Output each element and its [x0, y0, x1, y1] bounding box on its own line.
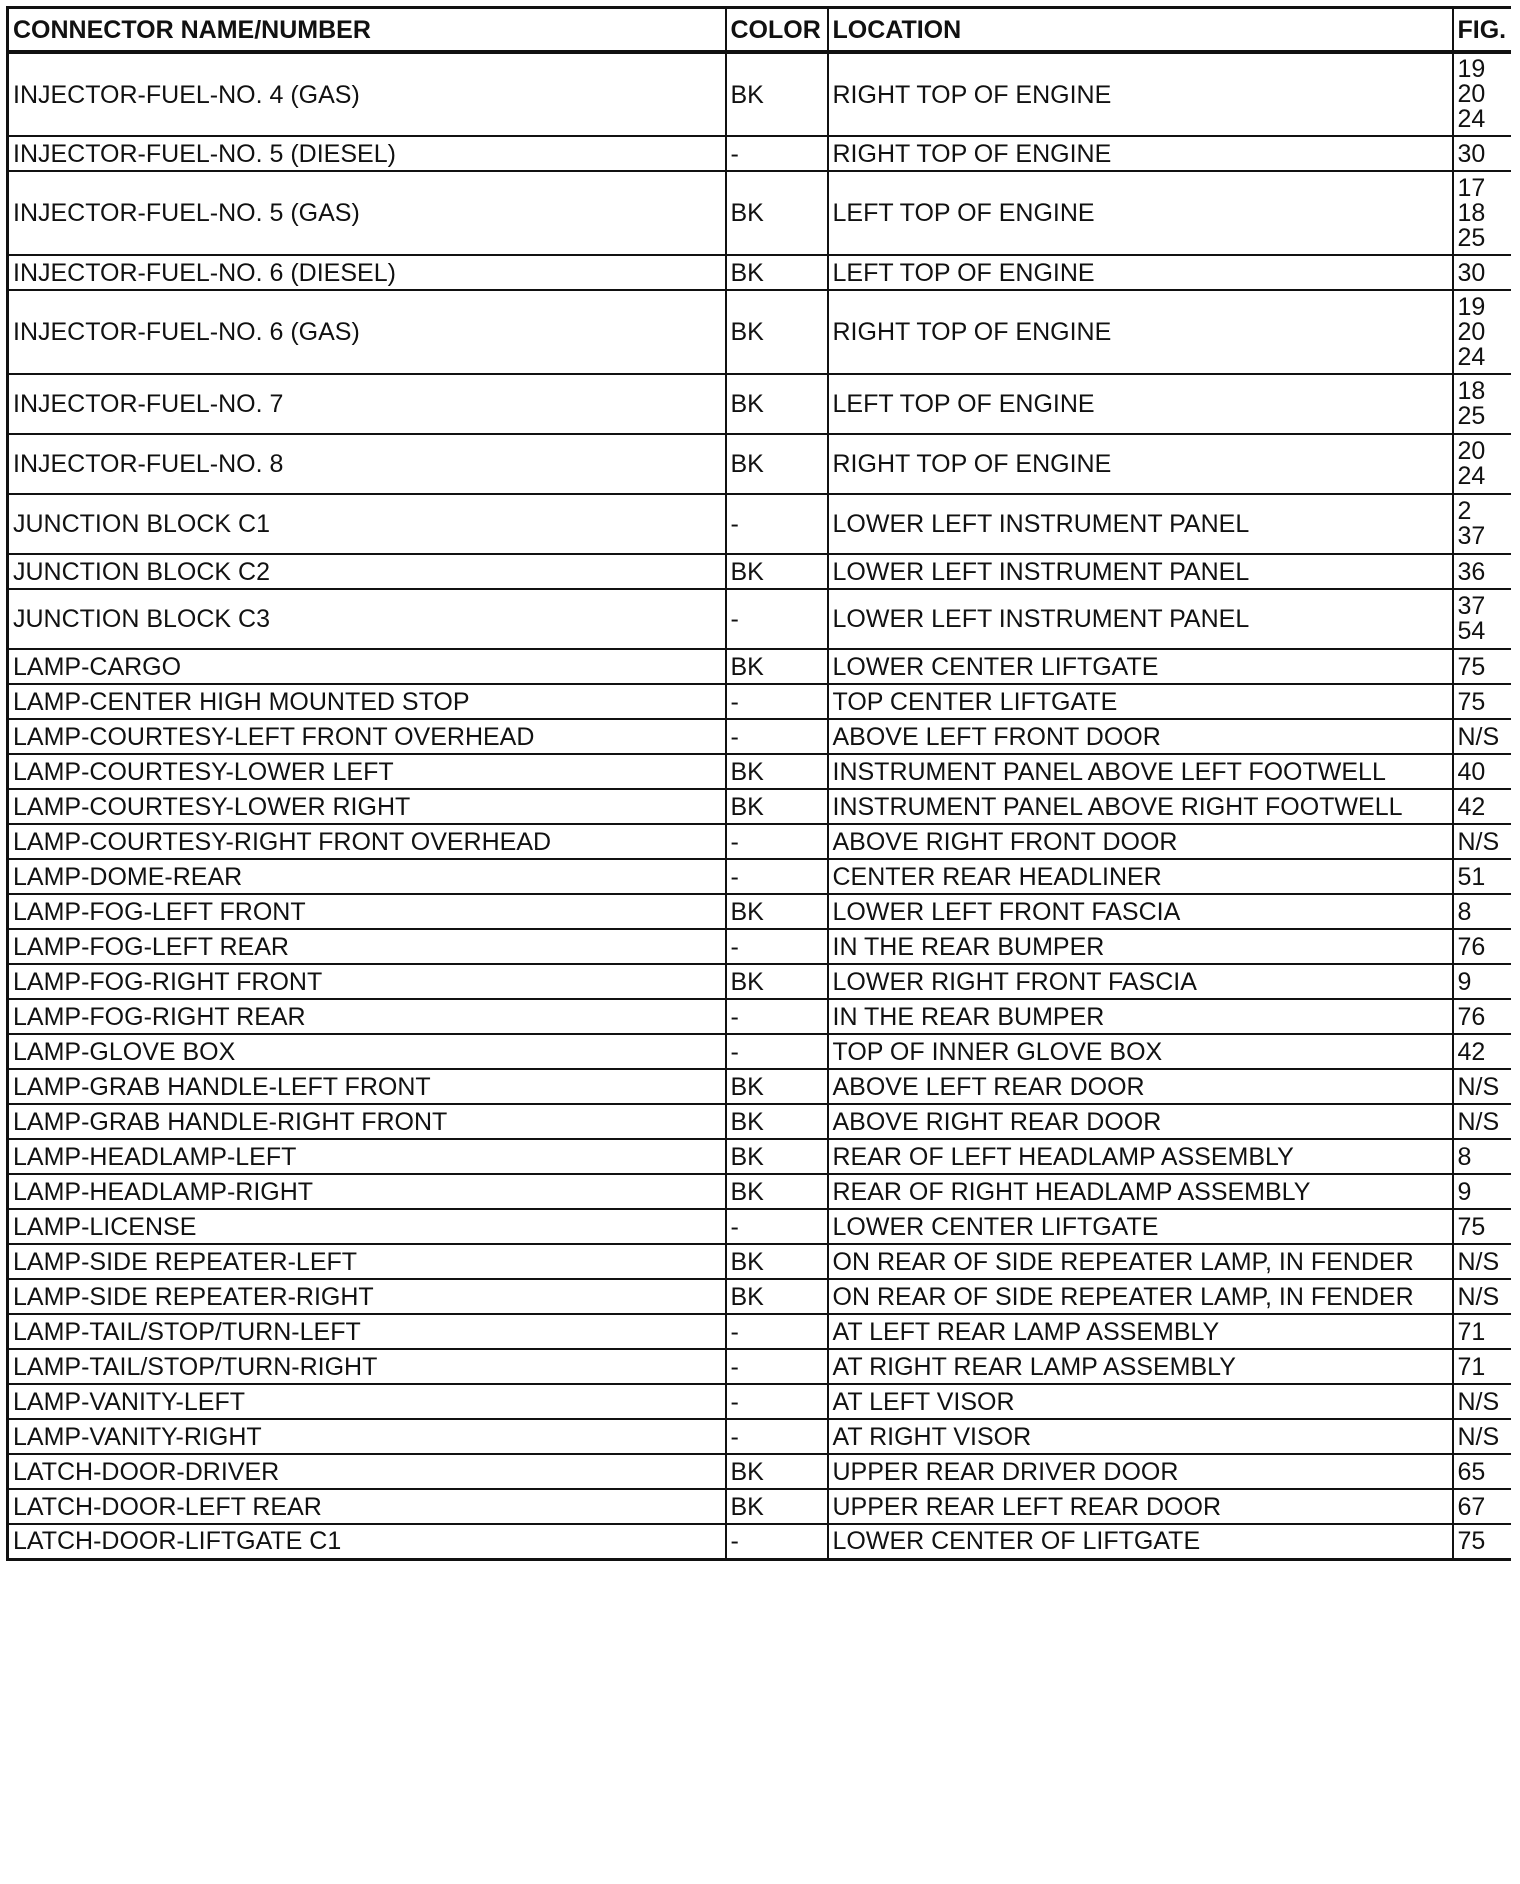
table-row	[8, 434, 1512, 494]
connector-name-cell: INJECTOR-FUEL-NO. 7	[8, 374, 726, 434]
table-row	[8, 1349, 1512, 1384]
fig-number: 20	[1457, 80, 1486, 108]
table-row	[8, 374, 1512, 434]
location-cell: CENTER REAR HEADLINER	[828, 859, 1453, 894]
color-cell: -	[726, 1349, 828, 1384]
table-header-row	[8, 8, 1512, 53]
table-row	[8, 1034, 1512, 1069]
color-cell: BK	[726, 1174, 828, 1209]
fig-number: 37	[1457, 592, 1486, 620]
location-cell: ON REAR OF SIDE REPEATER LAMP, IN FENDER	[828, 1244, 1453, 1279]
color-cell: -	[726, 929, 828, 964]
connector-name-cell: JUNCTION BLOCK C1	[8, 494, 726, 554]
location-cell: REAR OF RIGHT HEADLAMP ASSEMBLY	[828, 1174, 1453, 1209]
connector-name-cell: LAMP-TAIL/STOP/TURN-RIGHT	[8, 1349, 726, 1384]
location-cell: RIGHT TOP OF ENGINE	[828, 52, 1453, 136]
location-cell: RIGHT TOP OF ENGINE	[828, 434, 1453, 494]
color-cell: -	[726, 1524, 828, 1559]
connector-name-cell: LAMP-SIDE REPEATER-RIGHT	[8, 1279, 726, 1314]
fig-number: N/S	[1457, 1282, 1500, 1311]
color-cell: -	[726, 1034, 828, 1069]
fig-cell	[1453, 754, 1512, 789]
header-location: LOCATION	[828, 8, 1453, 53]
color-cell: BK	[726, 434, 828, 494]
fig-number: 24	[1457, 342, 1486, 371]
table-row	[8, 554, 1512, 589]
table-row	[8, 1279, 1512, 1314]
connector-name-cell: LAMP-FOG-LEFT FRONT	[8, 894, 726, 929]
fig-cell	[1453, 1314, 1512, 1349]
table-row	[8, 1419, 1512, 1454]
location-cell: ON REAR OF SIDE REPEATER LAMP, IN FENDER	[828, 1279, 1453, 1314]
table-row	[8, 1209, 1512, 1244]
connector-name-cell: LAMP-COURTESY-LOWER RIGHT	[8, 789, 726, 824]
fig-number: 18	[1457, 377, 1486, 405]
location-cell: RIGHT TOP OF ENGINE	[828, 136, 1453, 171]
color-cell: -	[726, 719, 828, 754]
color-cell: BK	[726, 1069, 828, 1104]
fig-number: 24	[1457, 105, 1486, 133]
table-row	[8, 589, 1512, 649]
fig-cell	[1453, 1419, 1512, 1454]
connector-name-cell: LAMP-COURTESY-LEFT FRONT OVERHEAD	[8, 719, 726, 754]
location-cell: LOWER LEFT FRONT FASCIA	[828, 894, 1453, 929]
connector-name-cell: LAMP-VANITY-LEFT	[8, 1384, 726, 1419]
fig-number: N/S	[1457, 1247, 1500, 1276]
fig-cell	[1453, 1034, 1512, 1069]
fig-number: 65	[1457, 1457, 1486, 1486]
fig-number: 9	[1457, 967, 1472, 996]
fig-number: N/S	[1457, 722, 1500, 751]
table-row	[8, 1384, 1512, 1419]
color-cell: BK	[726, 1139, 828, 1174]
location-cell: ABOVE LEFT REAR DOOR	[828, 1069, 1453, 1104]
fig-number: 40	[1457, 757, 1486, 786]
connector-name-cell: LAMP-DOME-REAR	[8, 859, 726, 894]
location-cell: REAR OF LEFT HEADLAMP ASSEMBLY	[828, 1139, 1453, 1174]
fig-cell	[1453, 1279, 1512, 1314]
location-cell: LOWER CENTER OF LIFTGATE	[828, 1524, 1453, 1559]
fig-cell	[1453, 1349, 1512, 1384]
connector-name-cell: INJECTOR-FUEL-NO. 4 (GAS)	[8, 52, 726, 136]
connector-name-cell: LAMP-FOG-RIGHT FRONT	[8, 964, 726, 999]
table-row	[8, 1454, 1512, 1489]
fig-number: 30	[1457, 258, 1486, 287]
fig-cell	[1453, 589, 1512, 649]
connector-name-cell: LAMP-FOG-LEFT REAR	[8, 929, 726, 964]
location-cell: IN THE REAR BUMPER	[828, 999, 1453, 1034]
connector-name-cell: INJECTOR-FUEL-NO. 8	[8, 434, 726, 494]
color-cell: BK	[726, 1489, 828, 1524]
location-cell: ABOVE RIGHT FRONT DOOR	[828, 824, 1453, 859]
location-cell: LOWER RIGHT FRONT FASCIA	[828, 964, 1453, 999]
location-cell: LOWER CENTER LIFTGATE	[828, 649, 1453, 684]
location-cell: AT RIGHT VISOR	[828, 1419, 1453, 1454]
table-row	[8, 964, 1512, 999]
location-cell: LEFT TOP OF ENGINE	[828, 171, 1453, 255]
fig-number: 25	[1457, 402, 1486, 430]
connector-name-cell: LAMP-CARGO	[8, 649, 726, 684]
fig-cell	[1453, 1384, 1512, 1419]
location-cell: INSTRUMENT PANEL ABOVE LEFT FOOTWELL	[828, 754, 1453, 789]
color-cell: BK	[726, 1244, 828, 1279]
color-cell: BK	[726, 789, 828, 824]
location-cell: TOP CENTER LIFTGATE	[828, 684, 1453, 719]
location-cell: LOWER CENTER LIFTGATE	[828, 1209, 1453, 1244]
header-fig: FIG.	[1453, 8, 1512, 53]
fig-number: 54	[1457, 617, 1486, 645]
fig-cell	[1453, 1139, 1512, 1174]
color-cell: -	[726, 824, 828, 859]
fig-cell	[1453, 290, 1512, 374]
fig-number: 20	[1457, 437, 1486, 465]
table-row	[8, 1314, 1512, 1349]
fig-number: 2	[1457, 497, 1472, 525]
fig-cell	[1453, 1489, 1512, 1524]
connector-name-cell: LAMP-LICENSE	[8, 1209, 726, 1244]
table-row	[8, 929, 1512, 964]
connector-name-cell: LAMP-COURTESY-RIGHT FRONT OVERHEAD	[8, 824, 726, 859]
location-cell: LEFT TOP OF ENGINE	[828, 374, 1453, 434]
fig-number: N/S	[1457, 1107, 1500, 1136]
fig-number: 24	[1457, 462, 1486, 490]
fig-cell	[1453, 374, 1512, 434]
fig-number: 51	[1457, 862, 1486, 891]
connector-location-document	[6, 6, 1511, 1878]
table-row	[8, 859, 1512, 894]
fig-cell	[1453, 434, 1512, 494]
table-row	[8, 824, 1512, 859]
color-cell: -	[726, 136, 828, 171]
color-cell: -	[726, 1419, 828, 1454]
fig-number: 8	[1457, 1142, 1472, 1171]
connector-name-cell: INJECTOR-FUEL-NO. 5 (DIESEL)	[8, 136, 726, 171]
fig-cell	[1453, 554, 1512, 589]
color-cell: BK	[726, 754, 828, 789]
location-cell: ABOVE RIGHT REAR DOOR	[828, 1104, 1453, 1139]
fig-number: 18	[1457, 198, 1486, 227]
fig-number: 19	[1457, 292, 1486, 321]
location-cell: TOP OF INNER GLOVE BOX	[828, 1034, 1453, 1069]
color-cell: BK	[726, 964, 828, 999]
fig-number: 37	[1457, 522, 1486, 550]
color-cell: BK	[726, 52, 828, 136]
fig-cell	[1453, 789, 1512, 824]
fig-number: 75	[1457, 1527, 1486, 1556]
fig-cell	[1453, 894, 1512, 929]
color-cell: BK	[726, 255, 828, 290]
location-cell: AT LEFT VISOR	[828, 1384, 1453, 1419]
fig-number: 42	[1457, 792, 1486, 821]
connector-name-cell: INJECTOR-FUEL-NO. 6 (DIESEL)	[8, 255, 726, 290]
table-body	[8, 52, 1512, 1559]
table-row	[8, 136, 1512, 171]
color-cell: BK	[726, 554, 828, 589]
table-row	[8, 52, 1512, 136]
table-row	[8, 1489, 1512, 1524]
connector-name-cell: LAMP-HEADLAMP-LEFT	[8, 1139, 726, 1174]
fig-number: 75	[1457, 1212, 1486, 1241]
connector-name-cell: LATCH-DOOR-LIFTGATE C1	[8, 1524, 726, 1559]
table-row	[8, 1244, 1512, 1279]
fig-number: 36	[1457, 557, 1486, 586]
color-cell: BK	[726, 1104, 828, 1139]
fig-cell	[1453, 52, 1512, 136]
color-cell: BK	[726, 374, 828, 434]
connector-name-cell: LAMP-HEADLAMP-RIGHT	[8, 1174, 726, 1209]
location-cell: RIGHT TOP OF ENGINE	[828, 290, 1453, 374]
color-cell: BK	[726, 649, 828, 684]
color-cell: -	[726, 859, 828, 894]
fig-cell	[1453, 719, 1512, 754]
fig-number: 19	[1457, 55, 1486, 83]
fig-cell	[1453, 136, 1512, 171]
connector-name-cell: LAMP-TAIL/STOP/TURN-LEFT	[8, 1314, 726, 1349]
connector-name-cell: INJECTOR-FUEL-NO. 5 (GAS)	[8, 171, 726, 255]
fig-number: 76	[1457, 932, 1486, 961]
location-cell: AT LEFT REAR LAMP ASSEMBLY	[828, 1314, 1453, 1349]
fig-number: 67	[1457, 1492, 1486, 1521]
table-row	[8, 1524, 1512, 1559]
fig-number: 20	[1457, 317, 1486, 346]
fig-number: N/S	[1457, 1387, 1500, 1416]
table-row	[8, 999, 1512, 1034]
color-cell: BK	[726, 1454, 828, 1489]
fig-cell	[1453, 1454, 1512, 1489]
table-row	[8, 1174, 1512, 1209]
table-row	[8, 789, 1512, 824]
table-row	[8, 684, 1512, 719]
fig-number: 17	[1457, 173, 1486, 202]
fig-cell	[1453, 999, 1512, 1034]
table-row	[8, 719, 1512, 754]
connector-name-cell: JUNCTION BLOCK C3	[8, 589, 726, 649]
location-cell: LOWER LEFT INSTRUMENT PANEL	[828, 589, 1453, 649]
table-row	[8, 171, 1512, 255]
location-cell: AT RIGHT REAR LAMP ASSEMBLY	[828, 1349, 1453, 1384]
color-cell: -	[726, 589, 828, 649]
color-cell: -	[726, 1314, 828, 1349]
connector-name-cell: LAMP-GLOVE BOX	[8, 1034, 726, 1069]
fig-cell	[1453, 824, 1512, 859]
location-cell: LOWER LEFT INSTRUMENT PANEL	[828, 554, 1453, 589]
connector-name-cell: LAMP-COURTESY-LOWER LEFT	[8, 754, 726, 789]
color-cell: -	[726, 494, 828, 554]
fig-cell	[1453, 255, 1512, 290]
color-cell: -	[726, 999, 828, 1034]
fig-number: 71	[1457, 1352, 1486, 1381]
table-row	[8, 255, 1512, 290]
table-row	[8, 1139, 1512, 1174]
table-row	[8, 894, 1512, 929]
fig-number: 75	[1457, 652, 1486, 681]
fig-number: 76	[1457, 1002, 1486, 1031]
color-cell: BK	[726, 290, 828, 374]
location-cell: LEFT TOP OF ENGINE	[828, 255, 1453, 290]
fig-cell	[1453, 1524, 1512, 1559]
fig-cell	[1453, 649, 1512, 684]
connector-name-cell: LAMP-VANITY-RIGHT	[8, 1419, 726, 1454]
fig-number: 75	[1457, 687, 1486, 716]
fig-number: N/S	[1457, 827, 1500, 856]
connector-name-cell: INJECTOR-FUEL-NO. 6 (GAS)	[8, 290, 726, 374]
location-cell: IN THE REAR BUMPER	[828, 929, 1453, 964]
connector-name-cell: LAMP-FOG-RIGHT REAR	[8, 999, 726, 1034]
fig-cell	[1453, 1069, 1512, 1104]
header-connector-name: CONNECTOR NAME/NUMBER	[8, 8, 726, 53]
fig-number: 25	[1457, 223, 1486, 252]
fig-number: 8	[1457, 897, 1472, 926]
fig-number: 42	[1457, 1037, 1486, 1066]
color-cell: -	[726, 1209, 828, 1244]
color-cell: BK	[726, 171, 828, 255]
connector-name-cell: LAMP-GRAB HANDLE-LEFT FRONT	[8, 1069, 726, 1104]
fig-number: 30	[1457, 139, 1486, 168]
fig-number: 9	[1457, 1177, 1472, 1206]
table-row	[8, 290, 1512, 374]
table-row	[8, 754, 1512, 789]
table-row	[8, 649, 1512, 684]
fig-cell	[1453, 964, 1512, 999]
fig-number: N/S	[1457, 1072, 1500, 1101]
fig-cell	[1453, 494, 1512, 554]
connector-name-cell: JUNCTION BLOCK C2	[8, 554, 726, 589]
color-cell: -	[726, 684, 828, 719]
location-cell: LOWER LEFT INSTRUMENT PANEL	[828, 494, 1453, 554]
color-cell: BK	[726, 1279, 828, 1314]
fig-cell	[1453, 171, 1512, 255]
connector-name-cell: LAMP-CENTER HIGH MOUNTED STOP	[8, 684, 726, 719]
location-cell: ABOVE LEFT FRONT DOOR	[828, 719, 1453, 754]
fig-cell	[1453, 1174, 1512, 1209]
location-cell: UPPER REAR LEFT REAR DOOR	[828, 1489, 1453, 1524]
table-row	[8, 1104, 1512, 1139]
fig-cell	[1453, 1209, 1512, 1244]
fig-number: 71	[1457, 1317, 1486, 1346]
fig-cell	[1453, 1244, 1512, 1279]
connector-name-cell: LATCH-DOOR-LEFT REAR	[8, 1489, 726, 1524]
fig-cell	[1453, 929, 1512, 964]
connector-table	[6, 6, 1511, 1561]
fig-cell	[1453, 859, 1512, 894]
table-row	[8, 494, 1512, 554]
fig-cell	[1453, 1104, 1512, 1139]
fig-number: N/S	[1457, 1422, 1500, 1451]
connector-name-cell: LATCH-DOOR-DRIVER	[8, 1454, 726, 1489]
location-cell: INSTRUMENT PANEL ABOVE RIGHT FOOTWELL	[828, 789, 1453, 824]
color-cell: BK	[726, 894, 828, 929]
header-color: COLOR	[726, 8, 828, 53]
table-row	[8, 1069, 1512, 1104]
connector-name-cell: LAMP-GRAB HANDLE-RIGHT FRONT	[8, 1104, 726, 1139]
color-cell: -	[726, 1384, 828, 1419]
fig-cell	[1453, 684, 1512, 719]
location-cell: UPPER REAR DRIVER DOOR	[828, 1454, 1453, 1489]
connector-name-cell: LAMP-SIDE REPEATER-LEFT	[8, 1244, 726, 1279]
